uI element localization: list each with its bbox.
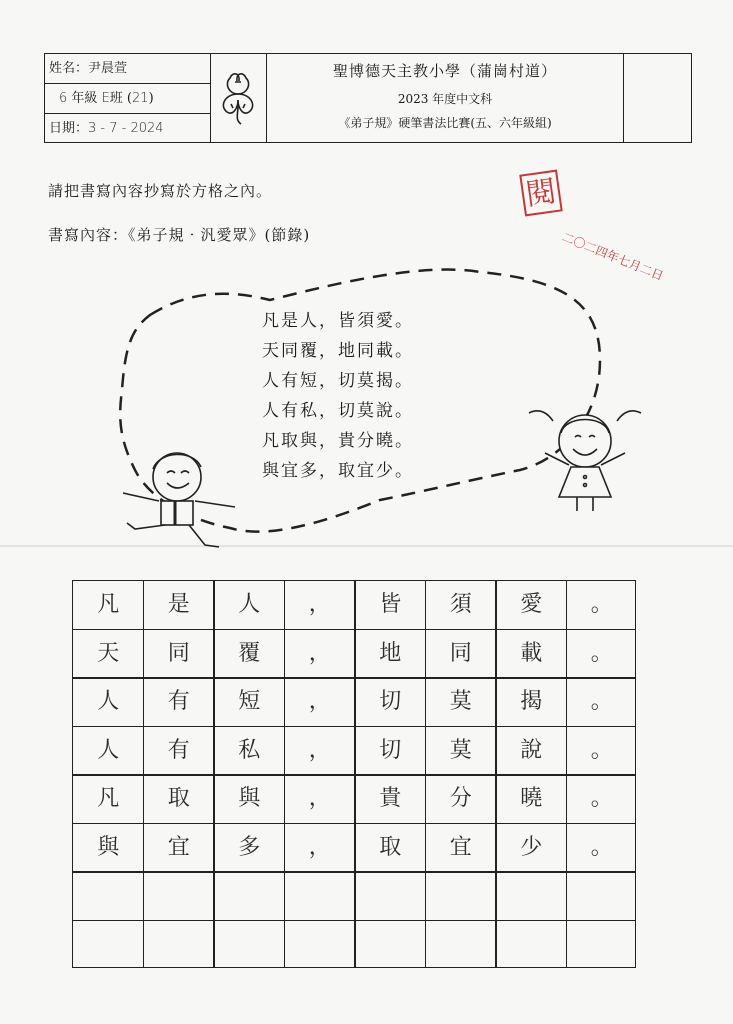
- student-info-column: [45, 54, 211, 142]
- header-table: [44, 53, 692, 143]
- grade-value: 6: [59, 91, 68, 106]
- poem-text: [262, 306, 414, 486]
- grid-cell: [144, 921, 215, 970]
- grid-cell: 。: [590, 786, 613, 811]
- grid-cell: 少: [520, 834, 543, 860]
- instruction-text: 請把書寫內容抄寫於方格之內。: [48, 182, 273, 200]
- content-label: 書寫內容：《弟子規‧汎愛眾》(節錄): [48, 226, 311, 244]
- grid-cell: 人: [97, 689, 120, 714]
- grid-cell: [144, 872, 215, 921]
- grid-cell: 須: [449, 592, 472, 617]
- marking-date: 二〇二四年七月二日: [560, 229, 666, 284]
- grid-cell: 愛: [520, 592, 543, 617]
- grid-cell: ，: [308, 834, 331, 860]
- poem-line: 天同覆，地同載。: [262, 341, 414, 361]
- writing-grid: [72, 580, 636, 968]
- class-label: 班 (: [109, 91, 133, 106]
- school-name: 聖博德天主教小學（蒲崗村道）: [332, 62, 557, 80]
- grid-cell: 。: [590, 834, 613, 860]
- grid-cell: [355, 872, 426, 921]
- grid-cell: [73, 921, 144, 970]
- grid-cell: 地: [379, 640, 402, 666]
- grid-cell: 凡: [97, 592, 120, 617]
- name-label: 姓名：: [49, 61, 89, 76]
- logo-cell: [211, 54, 267, 142]
- grid-cell: 。: [590, 640, 613, 666]
- grid-cell: 人: [97, 737, 120, 763]
- shamrock-logo: [211, 54, 265, 140]
- grid-cell: [567, 872, 638, 921]
- paper-fold-line: [0, 545, 733, 547]
- grid-cell: 揭: [520, 689, 543, 714]
- grid-cell: 有: [167, 737, 190, 763]
- poem-line: 凡是人，皆須愛。: [262, 311, 414, 331]
- grid-cell: 貴: [379, 786, 402, 811]
- grid-cell: 宜: [449, 834, 472, 860]
- grid-cell: 人: [238, 592, 261, 617]
- grid-cell: [426, 872, 497, 921]
- grid-cell: 。: [590, 737, 613, 763]
- grid-cell: 莫: [449, 737, 472, 763]
- grid-cell: 曉: [520, 786, 543, 811]
- grid-cell: 莫: [449, 689, 472, 714]
- grid-cell: 多: [238, 834, 261, 860]
- grid-cell: 與: [238, 786, 261, 811]
- grid-cell: [214, 872, 285, 921]
- grid-cell: [285, 921, 356, 970]
- grid-cell: 皆: [379, 592, 402, 617]
- competition-title: 《弟子規》硬筆書法比賽(五、六年級組): [338, 116, 552, 130]
- poem-line: 人有短，切莫揭。: [262, 371, 414, 391]
- grid-cell: 切: [379, 689, 402, 714]
- grid-cell: 覆: [238, 640, 261, 666]
- boy-illustration: [115, 445, 245, 555]
- date-value: 3 - 7 - 2024: [88, 121, 164, 136]
- grid-cell: 短: [238, 689, 261, 714]
- class-value: E: [101, 91, 110, 106]
- grid-cell: 是: [167, 592, 190, 617]
- grid-cell: ，: [308, 786, 331, 811]
- grid-cell: [567, 921, 638, 970]
- grid-cell: 宜: [167, 834, 190, 860]
- grid-cell: [496, 921, 567, 970]
- grid-cell: 切: [379, 737, 402, 763]
- grid-cell: 同: [167, 640, 190, 666]
- grid-cell: ，: [308, 592, 331, 617]
- date-row: [45, 114, 211, 144]
- grid-cell: 私: [238, 737, 261, 763]
- name-row: [45, 54, 211, 84]
- grid-cell: [355, 921, 426, 970]
- class-number: 21: [132, 91, 149, 106]
- grade-label: 年級: [71, 91, 98, 106]
- grid-cell: 取: [167, 786, 190, 811]
- grid-cell: ，: [308, 737, 331, 763]
- grid-cell: 。: [590, 689, 613, 714]
- grid-cell: [496, 872, 567, 921]
- year-subject: 2023 年度中文科: [397, 92, 493, 106]
- grid-cell: ，: [308, 640, 331, 666]
- grid-cell: 說: [520, 737, 543, 763]
- grid-cell: 分: [449, 786, 472, 811]
- name-value: 尹晨萱: [88, 61, 128, 76]
- score-cell: [623, 54, 693, 142]
- grid-cell: 載: [520, 640, 543, 666]
- grid-cell: 有: [167, 689, 190, 714]
- grid-cell: 凡: [97, 786, 120, 811]
- grid-cell: 取: [379, 834, 402, 860]
- grid-cell: 。: [590, 592, 613, 617]
- poem-line: 與宜多，取宜少。: [262, 461, 414, 481]
- grid-cell: [73, 872, 144, 921]
- grid-cell: [426, 921, 497, 970]
- class-close: ): [148, 91, 154, 106]
- read-stamp: 閱: [519, 170, 562, 217]
- grid-cell: [214, 921, 285, 970]
- girl-illustration: [525, 405, 645, 525]
- class-row: [45, 84, 211, 114]
- grid-cell: [285, 872, 356, 921]
- grid-cell: 與: [97, 834, 120, 860]
- poem-line: 人有私，切莫說。: [262, 401, 414, 421]
- grid-cell: 天: [97, 640, 120, 666]
- date-label: 日期：: [49, 121, 89, 136]
- grid-cell: ，: [308, 689, 331, 714]
- poem-line: 凡取與，貴分曉。: [262, 431, 414, 451]
- grid-cell: 同: [449, 640, 472, 666]
